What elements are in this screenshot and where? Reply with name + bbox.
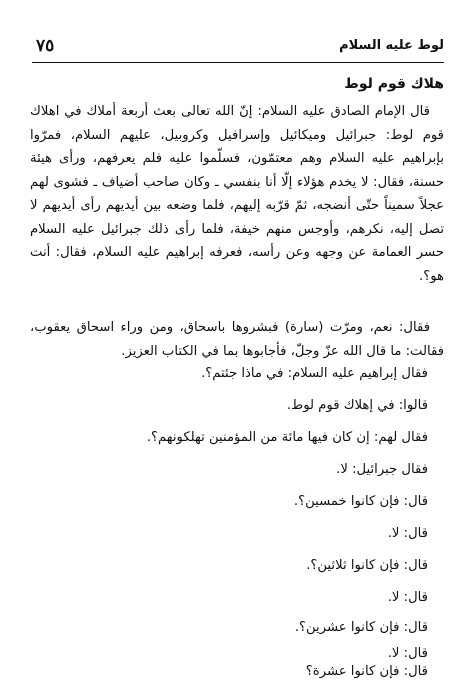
dialogue-line-10: قال: لا.	[387, 646, 428, 661]
dialogue-line-1: فقال إبراهيم عليه السلام: في ماذا جئتم؟.	[201, 366, 428, 381]
dialogue-line-2: قالوا: في إهلاك قوم لوط.	[286, 398, 428, 413]
dialogue-line-8: قال: لا.	[387, 590, 428, 605]
dialogue-line-4: فقال جبرائيل: لا.	[336, 462, 428, 477]
dialogue-line-7: قال: فإن كانوا ثلاثين؟.	[306, 558, 428, 573]
header-divider	[32, 62, 444, 63]
dialogue-line-11: قال: فإن كانوا عشرة؟	[305, 664, 428, 679]
dialogue-line-9: قال: فإن كانوا عشرين؟.	[294, 620, 428, 635]
paragraph-2: فقال: نعم، ومرّت (سارة) فبشروها باسحاق، ومن وراء اسحاق يعقوب، فقالت: ما قال الله عزّ وجلّ، فأجابوها بما في الكتاب العزيز.	[30, 320, 444, 359]
paragraph-1: قال الإمام الصادق عليه السلام: إنّ الله تعالى بعث أربعة أملاك في اهلاك قوم لوط: جبرائيل وميكائيل وإسرافيل وكروبيل، عليهم السلام، فمرّوا بإبراهيم عليه السلام وهم معتمّون، فسلّموا عليه فلم يعرفهم، ورأى هيئة حسنة، فقال: لا يخدم هؤلاء إلّا أنا بنفسي ـ وكان صاحب أضياف ـ فشوى لهم عجلاً سميناً حتّى أنضجه، ثمّ قرّبه إليهم، فلما وضعه بين أيديهم رأى أيديهم لا تصل إليه، نكرهم، وأوجس منهم خيفة، فلما رأى ذلك جبرائيل عليه السلام حسر العمامة عن وجهه وعن رأسه، فعرفه إبراهيم عليه السلام، فقال: أنت هو؟.	[30, 104, 444, 284]
page-number: ٧٥	[36, 36, 55, 56]
running-header-title: لوط عليه السلام	[339, 38, 444, 53]
dialogue-line-5: قال: فإن كانوا خمسين؟.	[293, 494, 428, 509]
dialogue-line-3: فقال لهم: إن كان فيها مائة من المؤمنين تهلكونهم؟.	[146, 430, 428, 445]
section-title: هلاك قوم لوط	[344, 76, 444, 92]
dialogue-line-6: قال: لا.	[387, 526, 428, 541]
